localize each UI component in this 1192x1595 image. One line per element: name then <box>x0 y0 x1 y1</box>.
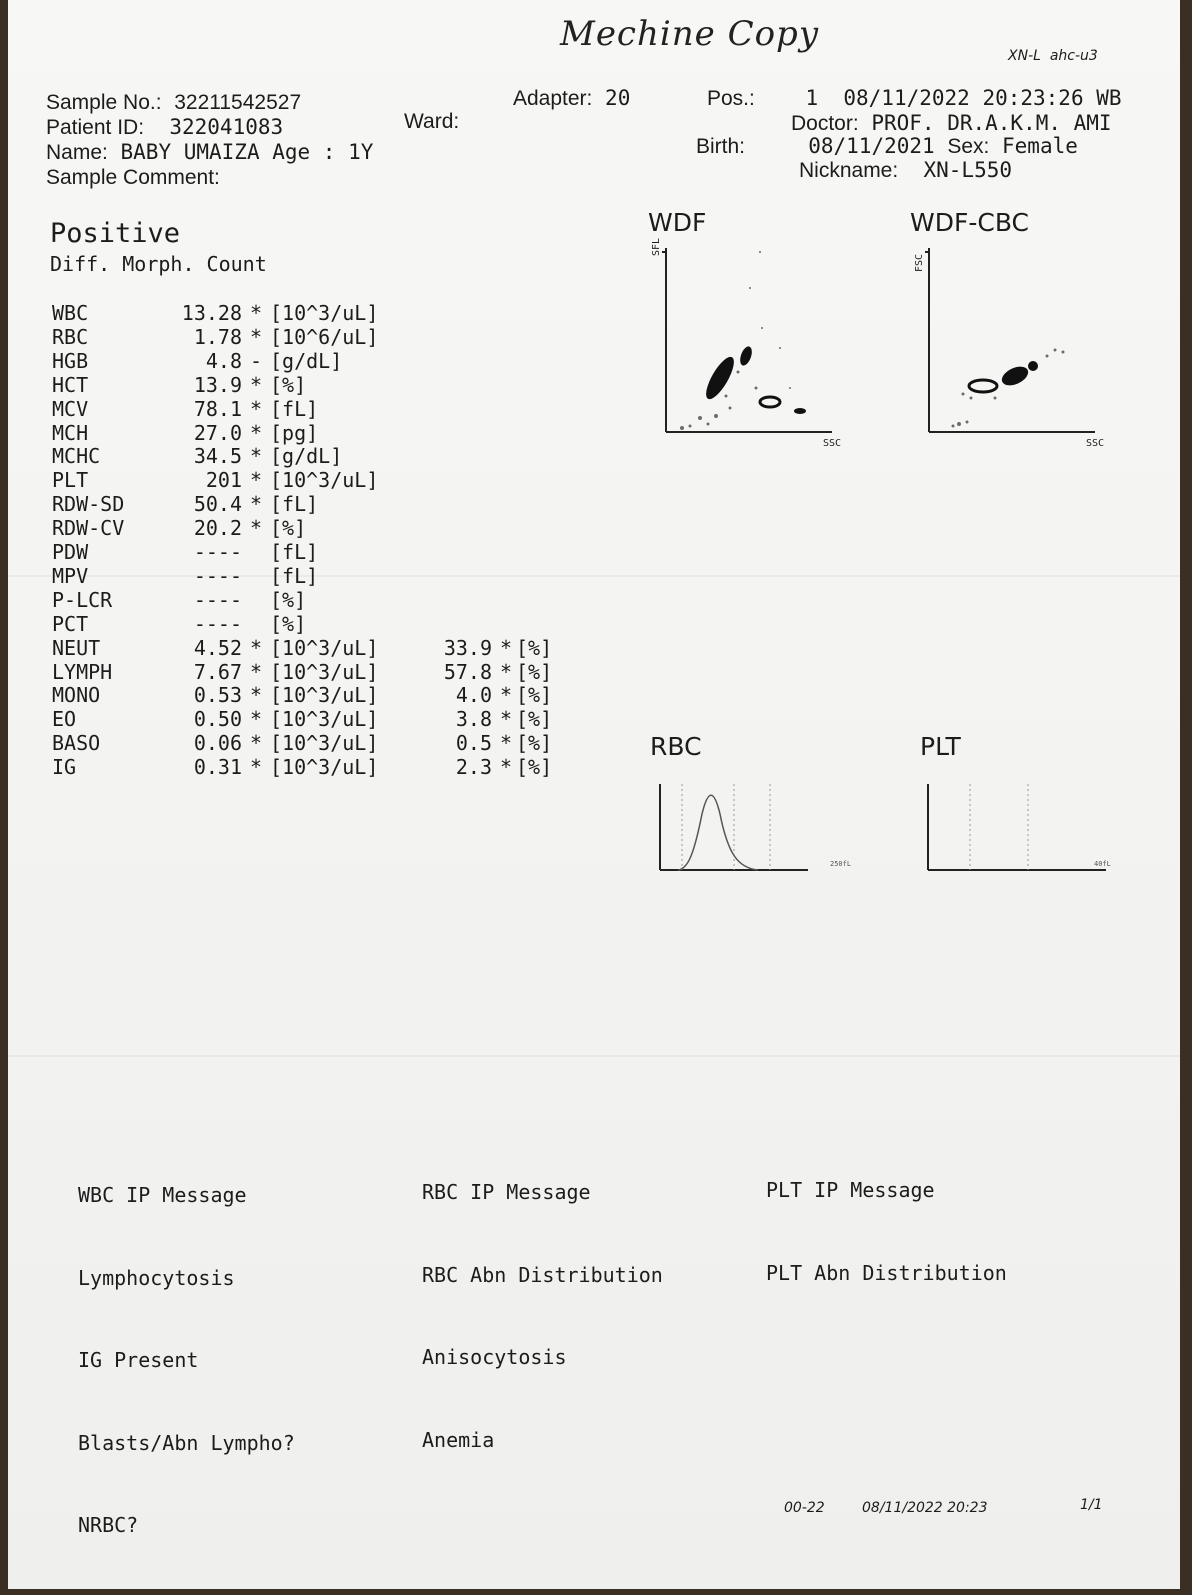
patient-name: Name: BABY UMAIZA Age : 1Y <box>46 140 374 164</box>
param-row <box>8 589 608 613</box>
param-value: 13.9 <box>193 372 242 397</box>
wbc-ip-item: Blasts/Abn Lympho? <box>78 1430 295 1455</box>
param-flag: * <box>249 468 263 493</box>
param-unit: [10^3/uL] <box>270 468 379 493</box>
param-row <box>8 541 608 565</box>
param-unit: [10^3/uL] <box>270 707 379 732</box>
patient-id: Patient ID: 322041083 <box>46 115 284 139</box>
param-pct-flag: * <box>499 755 513 780</box>
rbc-ip-item: Anisocytosis <box>422 1345 567 1369</box>
param-name: LYMPH <box>52 659 113 684</box>
param-value: ---- <box>193 611 242 636</box>
wbc-ip-item: Lymphocytosis <box>78 1265 235 1290</box>
report-sheet <box>8 0 1180 1589</box>
param-flag: * <box>249 492 263 517</box>
wdf-y-label: SFL <box>651 237 662 256</box>
param-unit: [10^3/uL] <box>270 755 379 780</box>
param-pct-flag: * <box>499 731 513 756</box>
handwritten-note: Mechine Copy <box>560 14 820 54</box>
param-value: 0.53 <box>193 683 242 708</box>
param-name: BASO <box>52 731 101 756</box>
plt-ip-title: PLT IP Message <box>766 1178 935 1202</box>
param-row <box>8 708 608 732</box>
param-pct-value: 0.5 <box>455 731 492 756</box>
param-pct-unit: [%] <box>516 683 553 708</box>
param-value: 0.50 <box>193 707 242 732</box>
param-value: 13.28 <box>181 301 242 325</box>
param-pct-value: 33.9 <box>443 635 492 660</box>
rbc-ip-message <box>422 1124 663 1509</box>
param-row <box>8 469 608 493</box>
param-row <box>8 445 608 469</box>
param-value: 4.8 <box>205 348 242 373</box>
param-unit: [fL] <box>270 492 319 517</box>
param-pct-flag: * <box>499 659 513 684</box>
param-row <box>8 422 608 446</box>
param-name: P-LCR <box>52 587 113 612</box>
param-row <box>8 517 608 541</box>
param-pct-flag: * <box>499 683 513 708</box>
param-name: MPV <box>52 563 89 588</box>
param-row <box>8 350 608 374</box>
param-name: RBC <box>52 324 89 349</box>
param-flag: * <box>249 731 263 756</box>
param-name: MONO <box>52 683 101 708</box>
param-pct-unit: [%] <box>516 659 553 684</box>
adapter: Adapter: 20 <box>513 86 631 110</box>
instrument-code: XN-L ahc-u3 <box>1008 48 1098 64</box>
param-pct-unit: [%] <box>516 707 553 732</box>
param-flag: * <box>249 707 263 732</box>
param-value: 1.78 <box>193 324 242 349</box>
param-unit: [%] <box>270 611 307 636</box>
param-unit: [10^6/uL] <box>270 324 379 349</box>
param-value: 78.1 <box>193 396 242 421</box>
param-name: HCT <box>52 372 89 397</box>
param-pct-unit: [%] <box>516 755 553 780</box>
param-name: RDW-SD <box>52 492 125 517</box>
param-flag: * <box>249 324 263 349</box>
param-flag: * <box>249 372 263 397</box>
param-value: ---- <box>193 587 242 612</box>
sample-comment-label: Sample Comment: <box>46 166 220 189</box>
param-name: PLT <box>52 468 89 493</box>
param-row <box>8 374 608 398</box>
rbc-ip-title: RBC IP Message <box>422 1180 591 1204</box>
rbc-ip-item: Anemia <box>422 1427 495 1452</box>
footer-code: 00-22 <box>784 1500 825 1516</box>
param-name: HGB <box>52 348 89 373</box>
param-row <box>8 661 608 685</box>
param-name: MCH <box>52 420 89 445</box>
param-value: 7.67 <box>193 659 242 684</box>
param-flag: - <box>249 348 263 373</box>
footer-datetime: 08/11/2022 20:23 <box>862 1500 988 1516</box>
param-unit: [g/dL] <box>270 444 343 469</box>
nickname: Nickname: XN-L550 <box>799 158 1013 182</box>
param-pct-value: 57.8 <box>443 659 492 684</box>
param-unit: [10^3/uL] <box>270 659 379 684</box>
plt-hist-x-end: 40fL <box>1094 860 1111 868</box>
param-value: 0.31 <box>193 755 242 780</box>
param-value: ---- <box>193 563 242 588</box>
param-flag: * <box>249 301 263 325</box>
param-flag: * <box>249 420 263 445</box>
position: Pos.: 1 08/11/2022 20:23:26 WB <box>707 86 1122 110</box>
sample-no: Sample No.: 32211542527 <box>46 91 302 114</box>
wdfcbc-x-label: SSC <box>1086 438 1105 449</box>
param-name: MCHC <box>52 444 101 469</box>
birth: Birth: 08/11/2021 Sex: Female <box>696 134 1078 158</box>
param-pct-unit: [%] <box>516 731 553 756</box>
param-unit: [10^3/uL] <box>270 731 379 756</box>
plt-histogram <box>926 784 1126 884</box>
param-unit: [10^3/uL] <box>270 635 379 660</box>
param-flag: * <box>249 444 263 469</box>
param-row <box>8 398 608 422</box>
param-unit: [pg] <box>270 420 319 445</box>
param-unit: [10^3/uL] <box>270 683 379 708</box>
param-pct-flag: * <box>499 707 513 732</box>
param-value: 27.0 <box>193 420 242 445</box>
param-row <box>8 684 608 708</box>
param-name: PCT <box>52 611 89 636</box>
doctor: Doctor: PROF. DR.A.K.M. AMI <box>791 111 1112 135</box>
param-row <box>8 613 608 637</box>
param-pct-value: 2.3 <box>455 755 492 780</box>
param-value: 4.52 <box>193 635 242 660</box>
param-pct-flag: * <box>499 635 513 660</box>
param-row <box>8 637 608 661</box>
param-name: RDW-CV <box>52 516 125 541</box>
ward-label: Ward: <box>404 110 460 133</box>
param-unit: [g/dL] <box>270 348 343 373</box>
wbc-ip-item: NRBC? <box>78 1513 139 1537</box>
param-unit: [%] <box>270 587 307 612</box>
rbc-hist-title: RBC <box>650 732 702 761</box>
param-value: ---- <box>193 540 242 564</box>
param-value: 50.4 <box>193 492 242 517</box>
wdfcbc-title: WDF-CBC <box>910 208 1029 237</box>
param-value: 201 <box>205 468 242 493</box>
param-unit: [fL] <box>270 540 319 564</box>
wbc-ip-title: WBC IP Message <box>78 1183 247 1207</box>
wdf-title: WDF <box>648 208 707 237</box>
param-value: 20.2 <box>193 516 242 541</box>
param-row <box>8 732 608 756</box>
param-flag: * <box>249 659 263 684</box>
param-flag: * <box>249 635 263 660</box>
param-name: NEUT <box>52 635 101 660</box>
wdf-x-label: SSC <box>823 438 842 449</box>
wdfcbc-y-label: FSC <box>914 253 925 272</box>
param-pct-unit: [%] <box>516 635 553 660</box>
param-unit: [%] <box>270 516 307 541</box>
fold-crease <box>8 1055 1180 1057</box>
rbc-histogram <box>658 784 838 884</box>
param-unit: [fL] <box>270 396 319 421</box>
param-flag: * <box>249 755 263 780</box>
param-name: MCV <box>52 396 89 421</box>
param-flag: * <box>249 683 263 708</box>
param-pct-value: 4.0 <box>455 683 492 708</box>
param-flag: * <box>249 396 263 421</box>
param-row <box>8 565 608 589</box>
wdf-scattergram <box>660 248 840 448</box>
param-row <box>8 302 608 326</box>
param-row <box>8 326 608 350</box>
param-row <box>8 493 608 517</box>
param-unit: [%] <box>270 372 307 397</box>
result-status: Positive <box>50 218 181 249</box>
param-value: 0.06 <box>193 731 242 756</box>
param-unit: [fL] <box>270 563 319 588</box>
plt-ip-item: PLT Abn Distribution <box>766 1260 1007 1285</box>
wbc-ip-item: IG Present <box>78 1348 199 1372</box>
param-name: WBC <box>52 301 89 325</box>
param-value: 34.5 <box>193 444 242 469</box>
plt-hist-title: PLT <box>920 732 961 761</box>
param-row <box>8 756 608 780</box>
wdfcbc-scattergram <box>923 248 1103 448</box>
result-mode: Diff. Morph. Count <box>50 252 267 276</box>
param-name: PDW <box>52 540 89 564</box>
footer-page: 1/1 <box>1080 1497 1103 1513</box>
rbc-hist-x-end: 250fL <box>830 860 852 868</box>
rbc-ip-item: RBC Abn Distribution <box>422 1262 663 1287</box>
param-pct-value: 3.8 <box>455 707 492 732</box>
param-unit: [10^3/uL] <box>270 301 379 325</box>
wbc-ip-message <box>78 1127 295 1595</box>
plt-ip-message <box>766 1122 1007 1342</box>
param-name: IG <box>52 755 77 780</box>
param-name: EO <box>52 707 77 732</box>
param-flag: * <box>249 516 263 541</box>
